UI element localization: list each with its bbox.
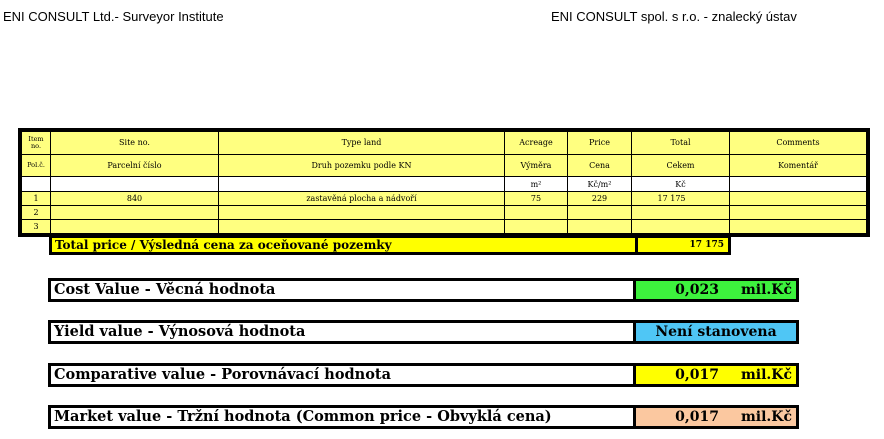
market-value-row xyxy=(48,405,799,429)
cost-value-box xyxy=(633,281,796,299)
comparative-value-row xyxy=(48,363,799,387)
table-row xyxy=(22,206,867,220)
cell-price: 229 xyxy=(568,192,632,206)
header-vymera: Výměra xyxy=(505,154,568,177)
header-left-company: ENI CONSULT Ltd.- Surveyor Institute xyxy=(3,9,224,24)
comparative-value-label: Comparative value - Porovnávací hodnota xyxy=(54,366,391,383)
unit-kc-per-m2: Kč/m² xyxy=(568,177,632,192)
cell-site-no xyxy=(51,220,219,234)
market-value-unit: mil.Kč xyxy=(740,409,792,425)
cost-value-unit: mil.Kč xyxy=(740,282,792,298)
yield-value-amount: Není stanovena xyxy=(655,324,777,340)
header-druh-pozemku: Druh pozemku podle KN xyxy=(219,154,505,177)
table-row xyxy=(22,192,867,206)
yield-value-box xyxy=(633,323,796,341)
cell-site-no: 840 xyxy=(51,192,219,206)
unit-cell xyxy=(51,177,219,192)
comparative-value-box xyxy=(633,366,796,384)
header-price: Price xyxy=(568,132,632,155)
header-comments: Comments xyxy=(730,132,867,155)
cell-item-no: 2 xyxy=(22,206,51,220)
cell-acreage xyxy=(505,220,568,234)
table-header-cz-row xyxy=(22,154,867,177)
header-pol-c: Pol.č. xyxy=(22,154,51,177)
table-units-row xyxy=(22,177,867,192)
unit-kc: Kč xyxy=(632,177,730,192)
cell-item-no: 3 xyxy=(22,220,51,234)
unit-cell xyxy=(730,177,867,192)
cell-total xyxy=(632,220,730,234)
comparative-value-amount: 0,017 xyxy=(675,367,719,383)
cell-site-no xyxy=(51,206,219,220)
cell-acreage xyxy=(505,206,568,220)
cell-price xyxy=(568,220,632,234)
yield-value-label: Yield value - Výnosová hodnota xyxy=(54,323,306,340)
cell-price xyxy=(568,206,632,220)
unit-m2: m² xyxy=(505,177,568,192)
table-header-en-row xyxy=(22,132,867,155)
header-type-land: Type land xyxy=(219,132,505,155)
market-value-box xyxy=(633,408,796,426)
market-value-label: Market value - Tržní hodnota (Common price - Obvyklá cena) xyxy=(54,408,552,425)
cell-comments xyxy=(730,220,867,234)
header-komentar: Komentář xyxy=(730,154,867,177)
header-acreage: Acreage xyxy=(505,132,568,155)
cell-type-land xyxy=(219,206,505,220)
cell-comments xyxy=(730,206,867,220)
total-price-box xyxy=(49,235,731,255)
unit-cell xyxy=(22,177,51,192)
land-price-table xyxy=(18,128,870,237)
header-site-no: Site no. xyxy=(51,132,219,155)
cell-acreage: 75 xyxy=(505,192,568,206)
market-value-amount: 0,017 xyxy=(675,409,719,425)
header-cekem: Cekem xyxy=(632,154,730,177)
cell-type-land: zastavěná plocha a nádvoří xyxy=(219,192,505,206)
cell-comments xyxy=(730,192,867,206)
cell-item-no: 1 xyxy=(22,192,51,206)
table-row xyxy=(22,220,867,234)
header-item-no: Item no. xyxy=(22,132,51,155)
header-parcelni-cislo: Parcelní číslo xyxy=(51,154,219,177)
total-price-label: Total price / Výsledná cena za oceňované pozemky xyxy=(55,238,392,252)
total-price-value: 17 175 xyxy=(635,238,728,252)
cost-value-amount: 0,023 xyxy=(675,282,719,298)
header-cena: Cena xyxy=(568,154,632,177)
header-total: Total xyxy=(632,132,730,155)
cell-total xyxy=(632,206,730,220)
header-right-company: ENI CONSULT spol. s r.o. - znalecký ústav xyxy=(551,9,797,24)
unit-cell xyxy=(219,177,505,192)
cell-total: 17 175 xyxy=(632,192,730,206)
cost-value-row xyxy=(48,278,799,302)
comparative-value-unit: mil.Kč xyxy=(740,367,792,383)
yield-value-row xyxy=(48,320,799,344)
cell-type-land xyxy=(219,220,505,234)
cost-value-label: Cost Value - Věcná hodnota xyxy=(54,281,276,298)
